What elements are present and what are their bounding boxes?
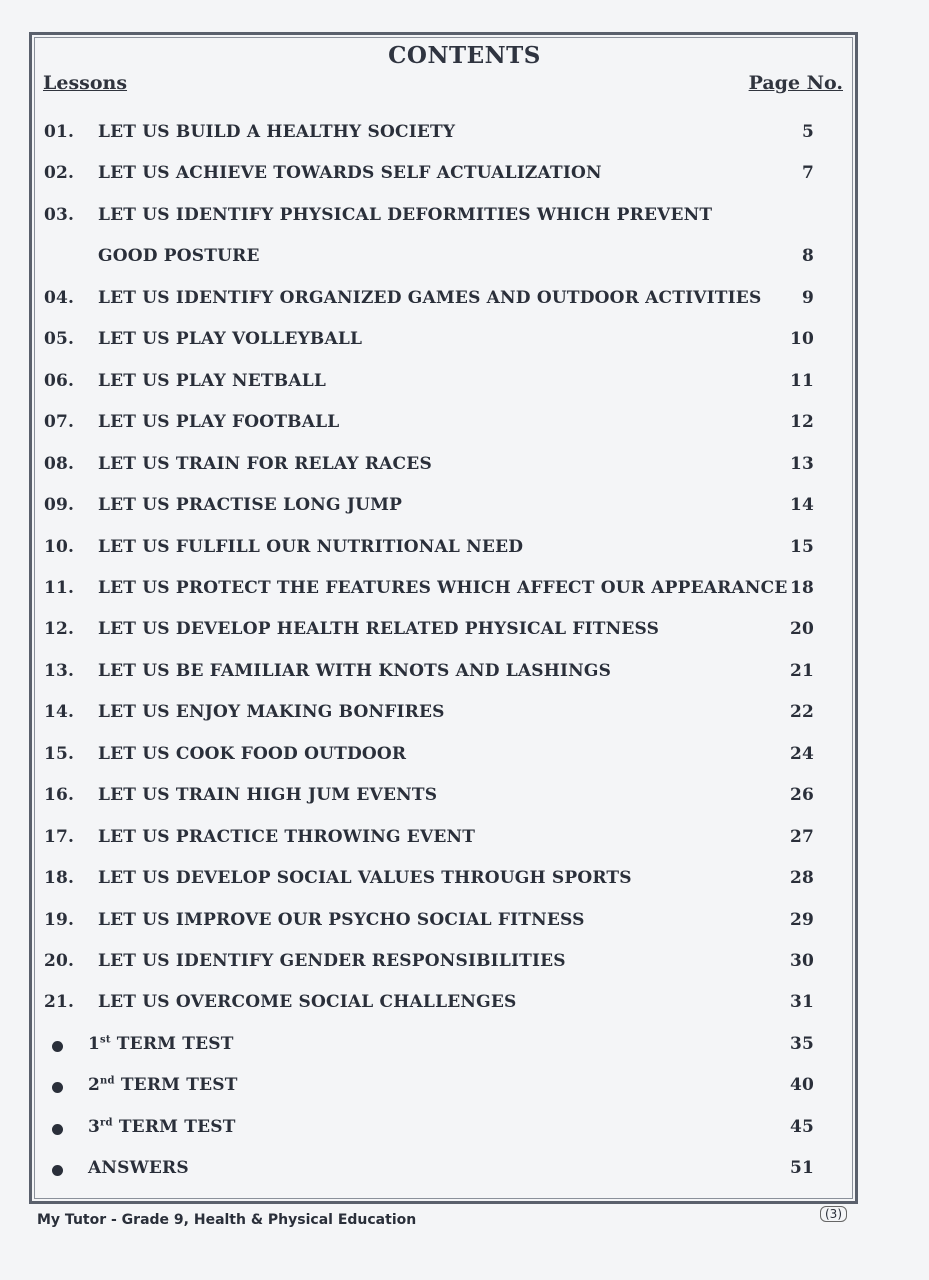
lesson-page-number: 20	[789, 619, 814, 640]
page-no-column-header: Page No.	[748, 72, 843, 94]
lesson-title: LET US FULFILL OUR NUTRITIONAL NEED	[98, 536, 524, 557]
lesson-title: LET US PLAY VOLLEYBALL	[98, 329, 363, 350]
lesson-number: 02.	[44, 163, 75, 184]
lesson-number: 14.	[44, 702, 75, 723]
lesson-number: 03.	[44, 204, 75, 225]
lesson-title: LET US TRAIN FOR RELAY RACES	[98, 453, 432, 474]
lesson-page-number: 21	[789, 660, 814, 681]
extra-page-number: 40	[789, 1075, 814, 1096]
extra-label: TERM TEST	[110, 1033, 234, 1054]
lesson-title: LET US COOK FOOD OUTDOOR	[98, 743, 407, 764]
extra-title	[88, 1158, 189, 1178]
lesson-number: 15.	[44, 743, 75, 764]
toc-row	[44, 412, 814, 440]
lesson-page-number: 15	[789, 536, 814, 557]
lesson-title: LET US PRACTISE LONG JUMP	[98, 495, 403, 516]
lesson-page-number: 30	[789, 951, 814, 971]
toc-row	[44, 329, 814, 357]
lesson-title: LET US IDENTIFY GENDER RESPONSIBILITIES	[98, 951, 566, 971]
toc-row	[44, 246, 814, 274]
lesson-page-number: 22	[789, 702, 814, 723]
toc-extra-row	[44, 1034, 814, 1062]
lesson-title: LET US IMPROVE OUR PSYCHO SOCIAL FITNESS	[98, 909, 585, 930]
footer-page-number: (3)	[820, 1206, 847, 1222]
toc-row	[44, 702, 814, 730]
lesson-page-number: 28	[789, 868, 814, 889]
toc-row	[44, 454, 814, 482]
lesson-number: 18.	[44, 868, 75, 889]
extra-label: ANSWERS	[88, 1158, 189, 1179]
lesson-title: LET US TRAIN HIGH JUM EVENTS	[98, 785, 438, 806]
toc-row	[44, 163, 814, 191]
lesson-title: GOOD POSTURE	[98, 246, 260, 267]
extra-label: TERM TEST	[114, 1075, 238, 1096]
lesson-page-number: 24	[789, 743, 814, 764]
bullet-icon	[52, 1082, 63, 1093]
lesson-title: LET US BE FAMILIAR WITH KNOTS AND LASHINGS	[98, 660, 612, 681]
lesson-page-number: 9	[801, 287, 814, 308]
lesson-title: LET US PROTECT THE FEATURES WHICH AFFECT OUR APPEARANCE	[98, 577, 788, 598]
lesson-number: 12.	[44, 619, 75, 640]
lesson-number: 09.	[44, 495, 75, 516]
lesson-page-number: 11	[789, 370, 814, 391]
lesson-number: 10.	[44, 536, 75, 557]
extra-title	[88, 1075, 238, 1095]
lesson-title: LET US BUILD A HEALTHY SOCIETY	[98, 122, 456, 142]
lesson-page-number: 7	[801, 163, 814, 184]
lesson-number: 08.	[44, 453, 75, 474]
toc-row	[44, 371, 814, 399]
footer-book-title: My Tutor - Grade 9, Health & Physical Education	[37, 1212, 417, 1228]
toc-row	[44, 785, 814, 813]
lesson-number: 19.	[44, 909, 75, 930]
toc-row	[44, 868, 814, 896]
lesson-title: LET US ENJOY MAKING BONFIRES	[98, 702, 445, 723]
ordinal-suffix: nd	[100, 1075, 115, 1087]
extra-title	[88, 1034, 234, 1054]
lesson-title: LET US PLAY FOOTBALL	[98, 412, 340, 433]
toc-row	[44, 537, 814, 565]
lesson-page-number: 18	[789, 577, 814, 598]
extra-label: TERM TEST	[112, 1116, 236, 1137]
lesson-title: LET US PRACTICE THROWING EVENT	[98, 826, 476, 847]
lesson-title: LET US DEVELOP SOCIAL VALUES THROUGH SPORTS	[98, 868, 632, 889]
lesson-number: 17.	[44, 826, 75, 847]
ordinal-suffix: rd	[100, 1117, 113, 1129]
lesson-page-number: 10	[789, 329, 814, 350]
toc-row	[44, 744, 814, 772]
extra-page-number: 35	[789, 1033, 814, 1054]
lesson-number: 13.	[44, 660, 75, 681]
lessons-column-header: Lessons	[43, 72, 128, 94]
toc-row	[44, 827, 814, 855]
term-ordinal: 1	[88, 1033, 101, 1054]
toc-row	[44, 288, 814, 316]
lesson-number: 04.	[44, 287, 75, 308]
term-ordinal: 2	[88, 1075, 101, 1096]
bullet-icon	[52, 1041, 63, 1052]
lesson-page-number: 29	[789, 909, 814, 930]
lesson-title: LET US OVERCOME SOCIAL CHALLENGES	[98, 992, 517, 1013]
lesson-page-number: 13	[789, 453, 814, 474]
toc-row	[44, 661, 814, 689]
lesson-number: 21.	[44, 992, 75, 1013]
toc-extra-row	[44, 1158, 814, 1186]
lesson-page-number: 12	[789, 412, 814, 433]
lesson-number: 06.	[44, 370, 75, 391]
bullet-icon	[52, 1165, 63, 1176]
toc-row	[44, 122, 814, 150]
lesson-page-number: 5	[801, 122, 814, 142]
lesson-number: 07.	[44, 412, 75, 433]
lesson-number: 16.	[44, 785, 75, 806]
lesson-title: LET US IDENTIFY PHYSICAL DEFORMITIES WHICH PREVENT	[98, 204, 713, 225]
lesson-number: 20.	[44, 951, 75, 971]
lesson-number: 01.	[44, 122, 75, 142]
lesson-title: LET US DEVELOP HEALTH RELATED PHYSICAL FITNESS	[98, 619, 660, 640]
term-ordinal: 3	[88, 1116, 101, 1137]
page-title: CONTENTS	[388, 42, 541, 69]
toc-row	[44, 578, 814, 606]
extra-title	[88, 1117, 236, 1137]
toc-row	[44, 910, 814, 938]
lesson-page-number: 26	[789, 785, 814, 806]
lesson-page-number: 27	[789, 826, 814, 847]
lesson-number: 05.	[44, 329, 75, 350]
toc-row	[44, 951, 814, 979]
bullet-icon	[52, 1124, 63, 1135]
toc-row	[44, 992, 814, 1020]
lesson-title: LET US PLAY NETBALL	[98, 370, 327, 391]
lesson-number: 11.	[44, 577, 75, 598]
lesson-page-number: 31	[789, 992, 814, 1013]
toc-row	[44, 205, 814, 233]
toc-row	[44, 495, 814, 523]
toc-row	[44, 619, 814, 647]
lesson-page-number: 14	[789, 495, 814, 516]
extra-page-number: 45	[789, 1116, 814, 1137]
toc-extra-row	[44, 1117, 814, 1145]
lesson-title: LET US ACHIEVE TOWARDS SELF ACTUALIZATION	[98, 163, 602, 184]
lesson-page-number: 8	[801, 246, 814, 267]
extra-page-number: 51	[789, 1158, 814, 1179]
ordinal-suffix: st	[100, 1034, 111, 1046]
lesson-title: LET US IDENTIFY ORGANIZED GAMES AND OUTDOOR ACTIVITIES	[98, 287, 762, 308]
toc-extra-row	[44, 1075, 814, 1103]
